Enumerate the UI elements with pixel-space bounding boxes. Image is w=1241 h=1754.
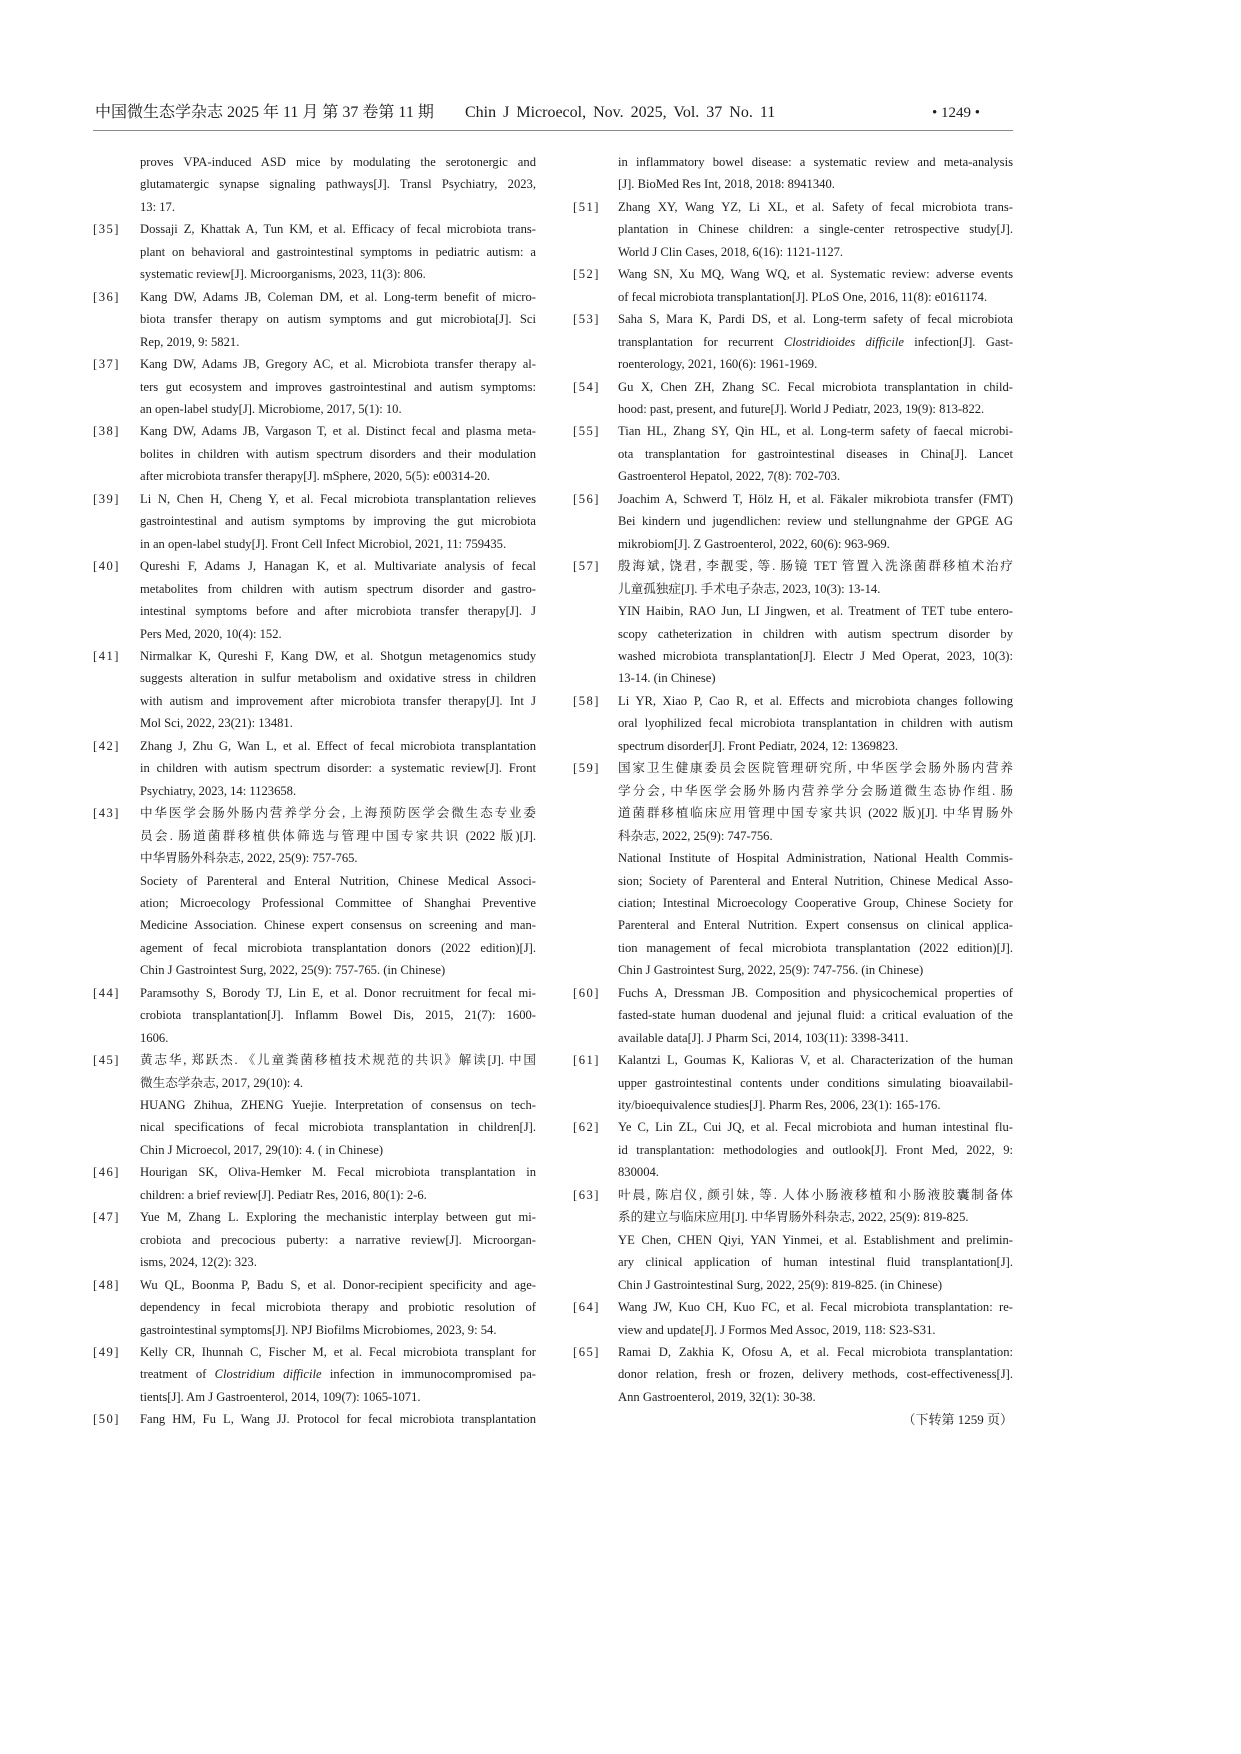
reference-line: suggests alteration in sulfur metabolism and oxidative stress in children	[140, 671, 536, 686]
reference-line: intestinal symptoms before and after microbiota transfer therapy[J]. J	[140, 604, 536, 619]
reference-line: Wu QL, Boonma P, Badu S, et al. Donor-recipient specificity and age-	[140, 1277, 536, 1292]
reference-line: proves VPA-induced ASD mice by modulating the serotonergic and	[140, 155, 536, 169]
reference-line: after microbiota transfer therapy[J]. mSphere, 2020, 5(5): e00314-20.	[140, 469, 491, 484]
running-header-english: Chin J Microecol, Nov. 2025, Vol. 37 No. 11	[465, 104, 776, 121]
reference-line: [J]. BioMed Res Int, 2018, 2018: 8941340.	[618, 177, 835, 192]
reference-line: plant on behavioral and gastrointestinal symptoms in pediatric autism: a	[140, 244, 536, 259]
reference-line: plantation in Chinese children: a single-center retrospective study[J].	[618, 222, 1013, 237]
reference-text: treatment of	[140, 1367, 215, 1382]
reference-line: 1606.	[140, 1030, 169, 1045]
reference-63	[573, 1184, 1013, 1296]
running-header-chinese: 中国微生态学杂志 2025 年 11 月 第 37 卷第 11 期	[95, 104, 434, 121]
reference-line: Paramsothy S, Borody TJ, Lin E, et al. Donor recruitment for fecal mi-	[140, 985, 536, 1000]
reference-line	[618, 331, 1013, 353]
reference-line: oral lyophilized fecal microbiota transplantation in children with autism	[618, 716, 1013, 731]
page-number: • 1249 •	[932, 105, 981, 121]
reference-number: [35]	[93, 222, 120, 237]
reference-line: gastrointestinal and autism symptoms by improving the gut microbiota	[140, 514, 536, 529]
reference-line: upper gastrointestinal contents under conditions simulating bioavailabil-	[618, 1075, 1013, 1090]
reference-48	[93, 1274, 536, 1341]
reference-number: [38]	[93, 424, 120, 439]
reference-58	[573, 690, 1013, 757]
reference-line: World J Clin Cases, 2018, 6(16): 1121-1127.	[618, 244, 844, 259]
reference-line: 道菌群移植临床应用管理中国专家共识 (2022 版)[J]. 中华胃肠外	[618, 806, 1013, 821]
reference-line: Kelly CR, Ihunnah C, Fischer M, et al. Fecal microbiota transplant for	[140, 1345, 536, 1360]
reference-56	[573, 488, 1013, 555]
reference-line: YE Chen, CHEN Qiyi, YAN Yinmei, et al. Establishment and prelimin-	[618, 1232, 1013, 1247]
reference-52	[573, 263, 1013, 308]
reference-column-right	[573, 151, 1014, 1408]
reference-number: [59]	[573, 761, 600, 776]
reference-line: Tian HL, Zhang SY, Qin HL, et al. Long-term safety of faecal microbi-	[618, 424, 1013, 439]
reference-line: children: a brief review[J]. Pediatr Res, 2016, 80(1): 2-6.	[140, 1187, 427, 1202]
reference-line: id transplantation: methodologies and outlook[J]. Front Med, 2022, 9:	[618, 1142, 1013, 1157]
reference-line: tients[J]. Am J Gastroenterol, 2014, 109(7): 1065-1071.	[140, 1389, 421, 1404]
reference-text: infection in immunocompromised pa-	[321, 1367, 537, 1382]
reference-54	[573, 376, 1013, 421]
reference-line: donor relation, fresh or frozen, delivery methods, cost-effectiveness[J].	[618, 1367, 1013, 1382]
reference-line: roenterology, 2021, 160(6): 1961-1969.	[618, 357, 818, 372]
reference-line: systematic review[J]. Microorganisms, 2023, 11(3): 806.	[140, 267, 426, 282]
reference-number: [44]	[93, 985, 120, 1000]
reference-36	[93, 286, 536, 353]
reference-line: Zhang XY, Wang YZ, Li XL, et al. Safety of fecal microbiota trans-	[618, 199, 1013, 214]
reference-line: 殷海斌, 饶君, 李靓雯, 等. 肠镜 TET 管置入洗涤菌群移植术治疗	[618, 559, 1013, 574]
reference-59	[573, 757, 1013, 982]
reference-line: 国家卫生健康委员会医院管理研究所, 中华医学会肠外肠内营养	[618, 761, 1013, 776]
reference-line: 13-14. (in Chinese)	[618, 671, 716, 686]
reference-line: 系的建立与临床应用[J]. 中华胃肠外科杂志, 2022, 25(9): 819-825.	[618, 1210, 969, 1225]
reference-number: [49]	[93, 1345, 120, 1360]
reference-line: National Institute of Hospital Administration, National Health Commis-	[618, 851, 1013, 866]
reference-line: 员会. 肠道菌群移植供体筛选与管理中国专家共识 (2022 版)[J].	[140, 828, 536, 843]
reference-50	[93, 1408, 536, 1430]
reference-line: Medicine Association. Chinese expert consensus on screening and man-	[140, 918, 536, 933]
reference-line: Ye C, Lin ZL, Cui JQ, et al. Fecal microbiota and human intestinal flu-	[618, 1120, 1013, 1135]
reference-44	[93, 982, 536, 1049]
reference-line: 黄志华, 郑跃杰. 《儿童粪菌移植技术规范的共识》解读[J]. 中国	[140, 1053, 536, 1068]
reference-line: 830004.	[618, 1165, 659, 1180]
reference-line: Chin J Microecol, 2017, 29(10): 4. ( in Chinese)	[140, 1142, 384, 1157]
reference-number: [47]	[93, 1210, 120, 1225]
reference-57	[573, 555, 1013, 690]
reference-number: [51]	[573, 199, 600, 214]
reference-line: an open-label study[J]. Microbiome, 2017, 5(1): 10.	[140, 401, 402, 416]
reference-number: [50]	[93, 1412, 120, 1427]
reference-line: spectrum disorder[J]. Front Pediatr, 2024, 12: 1369823.	[618, 738, 899, 753]
reference-line: Mol Sci, 2022, 23(21): 13481.	[140, 716, 293, 731]
reference-line: Hourigan SK, Oliva-Hemker M. Fecal microbiota transplantation in	[140, 1165, 536, 1180]
reference-line: with autism and improvement after microbiota transfer therapy[J]. Int J	[140, 693, 536, 708]
reference-number: [57]	[573, 559, 600, 574]
reference-number: [56]	[573, 491, 600, 506]
reference-line: 13: 17.	[140, 199, 175, 214]
reference-53	[573, 308, 1014, 375]
reference-line: 儿童孤独症[J]. 手术电子杂志, 2023, 10(3): 13-14.	[618, 581, 881, 596]
reference-column-left	[93, 151, 537, 1431]
reference-line: in an open-label study[J]. Front Cell Infect Microbiol, 2021, 11: 759435.	[140, 536, 507, 551]
reference-line: scopy catheterization in children with autism spectrum disorder by	[618, 626, 1013, 641]
reference-line: Ann Gastroenterol, 2019, 32(1): 30-38.	[618, 1389, 816, 1404]
reference-number: [42]	[93, 738, 120, 753]
reference-line: agement of fecal microbiota transplantation donors (2022 edition)[J].	[140, 940, 536, 955]
reference-42	[93, 735, 536, 802]
reference-line: isms, 2024, 12(2): 323.	[140, 1255, 257, 1270]
reference-line: crobiota and precocious puberty: a narrative review[J]. Microorgan-	[140, 1232, 536, 1247]
reference-number: [63]	[573, 1187, 600, 1202]
reference-61	[573, 1049, 1013, 1116]
italic-species-name: Clostridioides difficile	[783, 334, 904, 349]
reference-line: Kang DW, Adams JB, Gregory AC, et al. Microbiota transfer therapy al-	[140, 357, 536, 372]
reference-line: Wang JW, Kuo CH, Kuo FC, et al. Fecal microbiota transplantation: re-	[618, 1300, 1013, 1315]
reference-line: dependency in fecal microbiota therapy and probiotic resolution of	[140, 1300, 536, 1315]
reference-number: [60]	[573, 985, 600, 1000]
reference-37	[93, 353, 536, 420]
continued-note: （下转第 1259 页）	[902, 1412, 1013, 1427]
reference-line: Yue M, Zhang L. Exploring the mechanistic interplay between gut mi-	[140, 1210, 536, 1225]
reference-number: [37]	[93, 357, 120, 372]
reference-line: available data[J]. J Pharm Sci, 2014, 103(11): 3398-3411.	[618, 1030, 909, 1045]
reference-35	[93, 218, 536, 285]
reference-line: Kang DW, Adams JB, Vargason T, et al. Distinct fecal and plasma meta-	[140, 424, 536, 439]
reference-line: Joachim A, Schwerd T, Hölz H, et al. Fäkaler mikrobiota transfer (FMT)	[618, 491, 1013, 506]
reference-line: mikrobiom[J]. Z Gastroenterol, 2022, 60(6): 963-969.	[618, 536, 890, 551]
reference-line: Parenteral and Enteral Nutrition. Expert consensus on clinical applica-	[618, 918, 1013, 933]
reference-line: fasted-state human duodenal and jejunal fluid: a critical evaluation of the	[618, 1008, 1013, 1023]
reference-64	[573, 1296, 1013, 1341]
reference-number: [43]	[93, 806, 120, 821]
reference-line: Psychiatry, 2023, 14: 1123658.	[140, 783, 297, 798]
reference-line: Dossaji Z, Khattak A, Tun KM, et al. Efficacy of fecal microbiota trans-	[140, 222, 536, 237]
reference-line: Ramai D, Zakhia K, Ofosu A, et al. Fecal microbiota transplantation:	[618, 1345, 1013, 1360]
reference-text: infection[J]. Gast-	[903, 334, 1014, 349]
reference-45	[93, 1049, 536, 1161]
reference-line: Li YR, Xiao P, Cao R, et al. Effects and microbiota changes following	[618, 693, 1013, 708]
reference-line: nical specifications of fecal microbiota transplantation in children[J].	[140, 1120, 536, 1135]
reference-51	[573, 196, 1013, 263]
reference-number: [62]	[573, 1120, 600, 1135]
reference-number: [54]	[573, 379, 600, 394]
reference-line: Chin J Gastrointest Surg, 2022, 25(9): 757-765. (in Chinese)	[140, 963, 446, 978]
reference-number: [53]	[573, 312, 600, 327]
reference-line: 中华医学会肠外肠内营养学分会, 上海预防医学会微生态专业委	[140, 806, 536, 821]
reference-line: washed microbiota transplantation[J]. Electr J Med Operat, 2023, 10(3):	[618, 648, 1013, 663]
reference-line: Saha S, Mara K, Pardi DS, et al. Long-term safety of fecal microbiota	[618, 312, 1013, 327]
reference-number: [45]	[93, 1053, 120, 1068]
reference-line: ters gut ecosystem and improves gastrointestinal and autism symptoms:	[140, 379, 536, 394]
reference-line: Fuchs A, Dressman JB. Composition and physicochemical properties of	[618, 985, 1013, 1000]
italic-species-name: Clostridium difficile	[214, 1367, 322, 1382]
reference-line: Chin J Gastrointest Surg, 2022, 25(9): 747-756. (in Chinese)	[618, 963, 924, 978]
reference-line: Zhang J, Zhu G, Wan L, et al. Effect of fecal microbiota transplantation	[140, 738, 536, 753]
reference-line: bolites in children with autism spectrum disorders and their modulation	[140, 446, 536, 461]
reference-43	[93, 802, 536, 982]
reference-line: ity/bioequivalence studies[J]. Pharm Res, 2006, 23(1): 165-176.	[618, 1098, 941, 1113]
reference-line: Li N, Chen H, Cheng Y, et al. Fecal microbiota transplantation relieves	[140, 491, 536, 506]
reference-47	[93, 1206, 536, 1273]
reference-number: [36]	[93, 289, 120, 304]
reference-line: ota transplantation for gastrointestinal diseases in China[J]. Lancet	[618, 446, 1013, 461]
reference-line: 叶晨, 陈启仪, 颜引妹, 等. 人体小肠液移植和小肠液胶囊制备体	[618, 1187, 1013, 1202]
reference-number: [52]	[573, 267, 600, 282]
reference-line	[140, 1363, 536, 1385]
reference-line: Wang SN, Xu MQ, Wang WQ, et al. Systematic review: adverse events	[618, 267, 1013, 282]
reference-38	[93, 420, 536, 487]
reference-number: [41]	[93, 648, 120, 663]
reference-number: [58]	[573, 693, 600, 708]
reference-41	[93, 645, 536, 735]
reference-line: Rep, 2019, 9: 5821.	[140, 334, 240, 349]
reference-line: biota transfer therapy on autism symptoms and gut microbiota[J]. Sci	[140, 312, 536, 327]
reference-line: YIN Haibin, RAO Jun, LI Jingwen, et al. Treatment of TET tube entero-	[618, 604, 1013, 619]
reference-line: Qureshi F, Adams J, Hanagan K, et al. Multivariate analysis of fecal	[140, 559, 536, 574]
reference-line: 中华胃肠外科杂志, 2022, 25(9): 757-765.	[140, 851, 358, 866]
reference-line: tion management of fecal microbiota transplantation (2022 edition)[J].	[618, 940, 1013, 955]
reference-continued	[140, 151, 536, 218]
reference-text: transplantation for recurrent	[618, 334, 784, 349]
reference-46	[93, 1161, 536, 1206]
reference-39	[93, 488, 536, 555]
reference-line: Society of Parenteral and Enteral Nutrition, Chinese Medical Associ-	[140, 873, 536, 888]
reference-line: Chin J Gastrointestinal Surg, 2022, 25(9): 819-825. (in Chinese)	[618, 1277, 943, 1292]
reference-line: 学分会, 中华医学会肠外肠内营养学分会肠道微生态协作组. 肠	[618, 783, 1013, 798]
reference-line: Kalantzi L, Goumas K, Kalioras V, et al. Characterization of the human	[618, 1053, 1013, 1068]
reference-number: [55]	[573, 424, 600, 439]
reference-number: [61]	[573, 1053, 600, 1068]
reference-line: Fang HM, Fu L, Wang JJ. Protocol for fecal microbiota transplantation	[140, 1412, 536, 1427]
reference-62	[573, 1116, 1013, 1183]
header-rule	[93, 130, 1013, 131]
reference-line: glutamatergic synapse signaling pathways[J]. Transl Psychiatry, 2023,	[140, 177, 536, 192]
reference-line: 科杂志, 2022, 25(9): 747-756.	[618, 828, 773, 843]
reference-line: 微生态学杂志, 2017, 29(10): 4.	[140, 1075, 304, 1090]
reference-number: [39]	[93, 491, 120, 506]
reference-49	[93, 1341, 537, 1408]
reference-line: HUANG Zhihua, ZHENG Yuejie. Interpretation of consensus on tech-	[140, 1098, 536, 1113]
reference-line: crobiota transplantation[J]. Inflamm Bowel Dis, 2015, 21(7): 1600-	[140, 1008, 536, 1023]
reference-line: Gastroenterol Hepatol, 2022, 7(8): 702-703.	[618, 469, 841, 484]
reference-line: Kang DW, Adams JB, Coleman DM, et al. Long-term benefit of micro-	[140, 289, 536, 304]
reference-line: sion; Society of Parenteral and Enteral Nutrition, Chinese Medical Asso-	[618, 873, 1013, 888]
reference-line: metabolites from children with autism spectrum disorder and gastro-	[140, 581, 536, 596]
reference-55	[573, 420, 1013, 487]
reference-number: [48]	[93, 1277, 120, 1292]
reference-line: gastrointestinal symptoms[J]. NPJ Biofilms Microbiomes, 2023, 9: 54.	[140, 1322, 497, 1337]
reference-60	[573, 982, 1013, 1049]
reference-line: Bei kindern und jugendlichen: review und stellungnahme der GPGE AG	[618, 514, 1013, 529]
reference-line: hood: past, present, and future[J]. World J Pediatr, 2023, 19(9): 813-822.	[618, 401, 985, 416]
reference-number: [64]	[573, 1300, 600, 1315]
reference-line: Gu X, Chen ZH, Zhang SC. Fecal microbiota transplantation in child-	[618, 379, 1013, 394]
reference-line: view and update[J]. J Formos Med Assoc, 2019, 118: S23-S31.	[618, 1322, 936, 1337]
reference-40	[93, 555, 536, 645]
reference-number: [40]	[93, 559, 120, 574]
reference-line: in inflammatory bowel disease: a systematic review and meta-analysis	[618, 155, 1013, 169]
reference-line: ation; Microecology Professional Committee of Shanghai Preventive	[140, 895, 536, 910]
reference-line: Pers Med, 2020, 10(4): 152.	[140, 626, 282, 641]
reference-65	[573, 1341, 1013, 1408]
reference-number: [46]	[93, 1165, 120, 1180]
reference-continued	[618, 151, 1013, 196]
reference-line: ciation; Intestinal Microecology Cooperative Group, Chinese Society for	[618, 895, 1013, 910]
reference-line: ary clinical application of human intestinal fluid transplantation[J].	[618, 1255, 1013, 1270]
reference-line: of fecal microbiota transplantation[J]. PLoS One, 2016, 11(8): e0161174.	[618, 289, 988, 304]
reference-line: in children with autism spectrum disorder: a systematic review[J]. Front	[140, 761, 536, 776]
reference-line: Nirmalkar K, Qureshi F, Kang DW, et al. Shotgun metagenomics study	[140, 648, 536, 663]
reference-number: [65]	[573, 1345, 600, 1360]
